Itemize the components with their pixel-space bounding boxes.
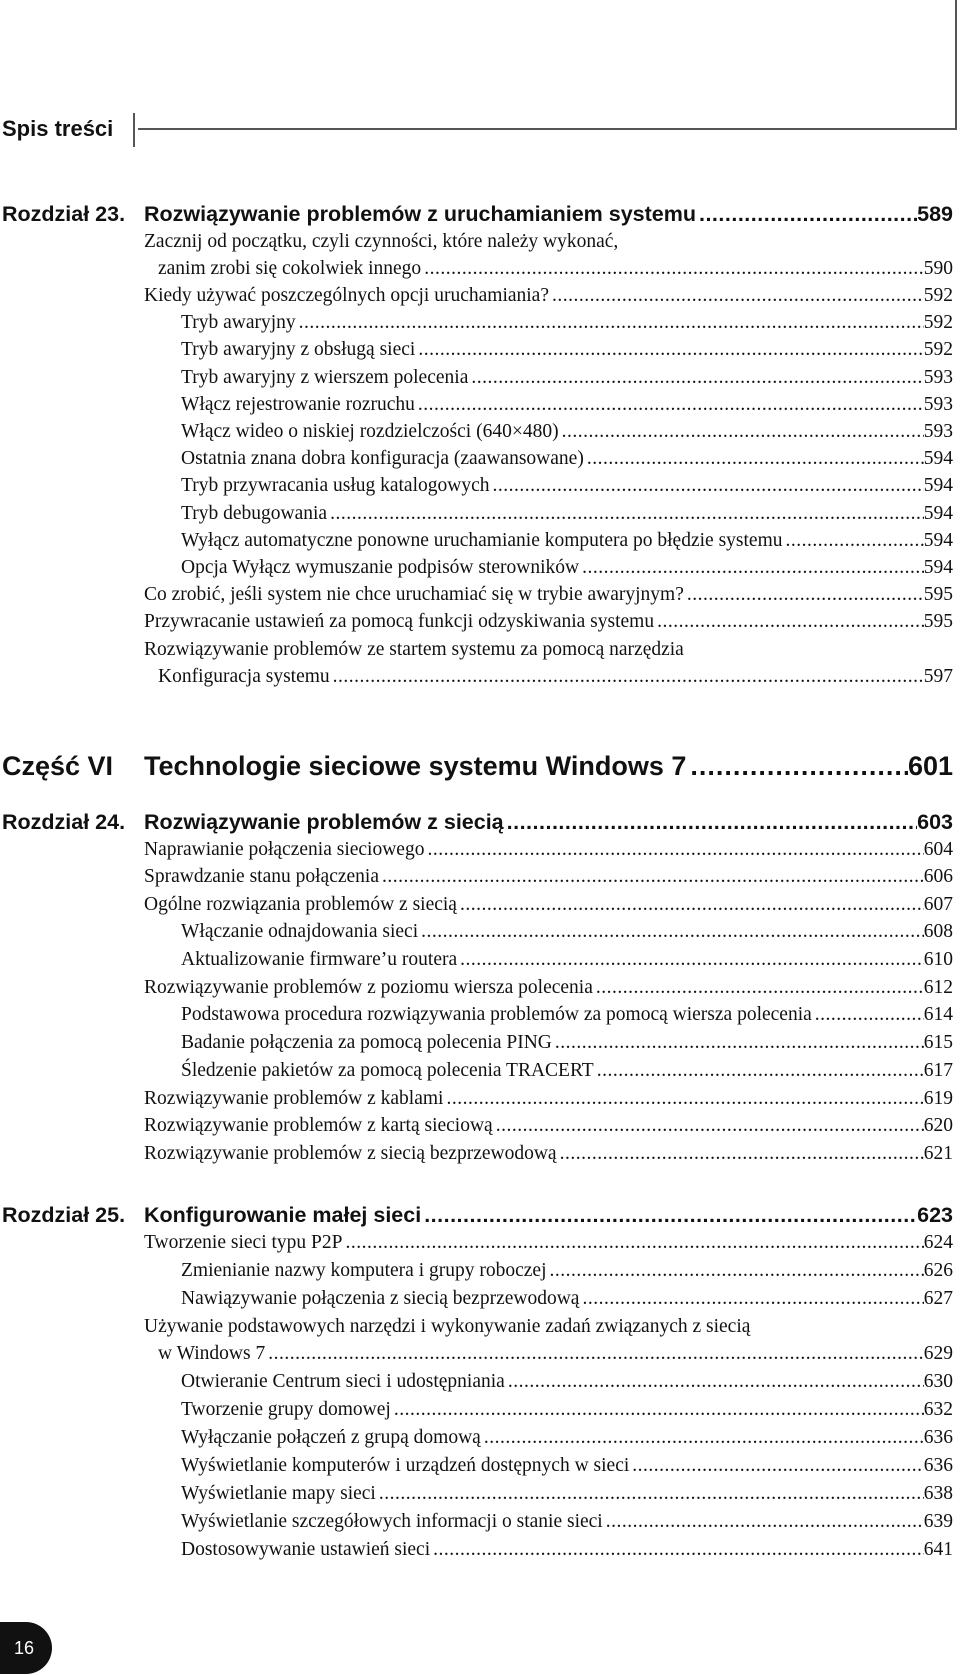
entry-title: Wyświetlanie mapy sieci [181,1483,376,1504]
entry-title: Tworzenie sieci typu P2P [144,1232,343,1253]
page-ref: 592 [923,339,953,360]
entry-title: Otwieranie Centrum sieci i udostępniania [181,1371,505,1392]
page-ref: 630 [923,1371,953,1392]
toc-entry[interactable] [0,891,960,919]
page-ref: 610 [923,949,953,970]
page-ref: 597 [923,666,953,687]
leader-dots [376,1480,924,1508]
toc-entry[interactable] [0,1452,960,1480]
toc-entry-line[interactable]: Używanie podstawowych narzędzi i wykonywanie zadań związanych z siecią [144,1316,751,1337]
header-rule [138,128,957,130]
page-ref: 617 [923,1060,953,1081]
entry-title: Tryb przywracania usług katalogowych [181,475,490,496]
toc-entry[interactable] [0,255,960,283]
page-ref: 593 [923,421,953,442]
leader-dots [296,309,924,337]
part-6-heading[interactable] [0,746,960,786]
leader-dots [549,282,924,310]
leader-dots [391,1396,924,1424]
entry-title: Sprawdzanie stanu połączenia [144,866,379,887]
entry-title: Dostosowywanie ustawień sieci [181,1539,431,1560]
entry-title: Rozwiązywanie problemów z kartą sieciową [144,1115,493,1136]
toc-entry-line[interactable]: Zacznij od początku, czyli czynności, które należy wykonać, [144,231,619,252]
leader-dots [415,391,924,419]
leader-dots [490,472,924,500]
toc-entry[interactable] [0,918,960,946]
entry-title: Śledzenie pakietów za pomocą polecenia TRACERT [181,1060,594,1081]
page-ref: 594 [923,503,953,524]
leader-dots [457,891,924,919]
page-ref: 593 [923,394,953,415]
page-ref: 603 [917,810,953,834]
leader-dots [654,608,924,636]
leader-dots [584,445,924,473]
part-number: Część VI [2,751,114,781]
chapter-title: Konfigurowanie małej sieci [144,1203,422,1227]
entry-title: Tryb awaryjny z wierszem polecenia [181,367,469,388]
toc-entry[interactable] [0,1057,960,1085]
leader-dots [629,1452,923,1480]
vertical-rule [955,0,957,128]
entry-title: Włączanie odnajdowania sieci [181,921,419,942]
entry-title: Wyłączanie połączeń z grupą domową [181,1427,481,1448]
leader-dots [430,1536,924,1564]
page-ref: 636 [923,1427,953,1448]
entry-title: Kiedy używać poszczególnych opcji uruchamiania? [144,285,549,306]
leader-dots [812,1001,924,1029]
chapter-25-heading[interactable] [0,1201,960,1229]
toc-entry[interactable] [0,554,960,582]
leader-dots [342,1229,923,1257]
toc-entry[interactable] [0,663,960,691]
chapter-number: Rozdział 23. [2,202,126,226]
page-ref: 592 [923,312,953,333]
toc-entry[interactable] [0,1536,960,1564]
page-ref: 614 [923,1004,953,1025]
entry-title: Rozwiązywanie problemów z poziomu wiersza polecenia [144,977,593,998]
leader-dots [421,1201,917,1229]
chapter-title: Rozwiązywanie problemów z siecią [144,810,504,834]
page-ref: 639 [923,1511,953,1532]
toc-entry[interactable] [0,1424,960,1452]
leader-dots [559,418,924,446]
entry-title: Ostatnia znana dobra konfiguracja (zaawansowane) [181,448,584,469]
leader-dots [330,663,924,691]
entry-title: Aktualizowanie firmware’u routera [181,949,458,970]
page-ref: 623 [917,1203,953,1227]
page-ref: 620 [923,1115,953,1136]
page-ref: 594 [923,448,953,469]
toc-entry[interactable] [0,608,960,636]
leader-dots [552,1029,924,1057]
leader-dots [443,1085,923,1113]
page-ref: 612 [923,977,953,998]
toc-entry[interactable] [0,1480,960,1508]
entry-title: Nawiązywanie połączenia z siecią bezprzewodową [181,1288,580,1309]
toc-entry[interactable] [0,1340,960,1368]
leader-dots [421,255,924,283]
toc-entry[interactable] [0,1229,960,1257]
page-ref: 641 [923,1539,953,1560]
page-number-badge [0,1622,52,1674]
toc-entry[interactable] [0,581,960,609]
entry-title: Wyświetlanie szczegółowych informacji o stanie sieci [181,1511,603,1532]
toc-entry[interactable] [0,445,960,473]
entry-title: Zmienianie nazwy komputera i grupy roboczej [181,1260,547,1281]
toc-entry[interactable] [0,527,960,555]
page-ref: 619 [923,1088,953,1109]
chapter-title: Rozwiązywanie problemów z uruchamianiem systemu [144,202,696,226]
toc-entry[interactable] [0,472,960,500]
leader-dots [327,500,924,528]
entry-title: Tryb awaryjny [181,312,296,333]
entry-title: Rozwiązywanie problemów z siecią bezprzewodową [144,1143,557,1164]
toc-entry-line[interactable]: Rozwiązywanie problemów ze startem systemu za pomocą narzędzia [144,639,684,660]
page-ref: 601 [907,751,953,781]
entry-title: Naprawianie połączenia sieciowego [144,839,425,860]
page-ref: 626 [923,1260,953,1281]
chapter-number: Rozdział 25. [2,1203,126,1227]
leader-dots [415,336,923,364]
leader-dots [493,1112,924,1140]
entry-title: Wyłącz automatyczne ponowne uruchamianie komputera po błędzie systemu [181,530,783,551]
toc-entry[interactable] [0,1140,960,1168]
page-ref: 592 [923,285,953,306]
page-ref: 607 [923,894,953,915]
toc-entry[interactable] [0,364,960,392]
page-title: Spis treści [2,116,114,141]
page-ref: 636 [923,1455,953,1476]
toc-entry[interactable] [0,974,960,1002]
leader-dots [424,836,923,864]
page-ref: 615 [923,1032,953,1053]
leader-dots [603,1508,924,1536]
chapter-number: Rozdział 24. [2,810,126,834]
leader-dots [505,1368,924,1396]
page-ref: 595 [923,611,953,632]
part-title: Technologie sieciowe systemu Windows 7 [144,751,687,781]
page-ref: 594 [923,475,953,496]
toc-entry[interactable] [0,1029,960,1057]
toc-entry[interactable] [0,418,960,446]
entry-title: Tryb debugowania [181,503,328,524]
chapter-23-heading[interactable] [0,200,960,228]
toc-entry[interactable] [0,1085,960,1113]
leader-dots [594,1057,924,1085]
page-ref: 606 [923,866,953,887]
leader-dots [579,1285,923,1313]
leader-dots [457,946,924,974]
toc-entry[interactable] [0,1285,960,1313]
toc-entry[interactable] [0,836,960,864]
entry-title: Wyświetlanie komputerów i urządzeń dostępnych w sieci [181,1455,630,1476]
page-ref: 604 [923,839,953,860]
leader-dots [696,200,917,228]
toc-entry[interactable] [0,1257,960,1285]
page-ref: 593 [923,367,953,388]
toc-entry[interactable] [0,1396,960,1424]
page-ref: 594 [923,530,953,551]
entry-title: Ogólne rozwiązania problemów z siecią [144,894,457,915]
toc-entry[interactable] [0,946,960,974]
entry-title: Tworzenie grupy domowej [181,1399,391,1420]
toc-entry[interactable] [0,1112,960,1140]
toc-entry[interactable] [0,863,960,891]
page-ref: 629 [923,1343,953,1364]
chapter-24-heading[interactable] [0,808,960,836]
entry-title: w Windows 7 [158,1343,266,1364]
entry-title: Opcja Wyłącz wymuszanie podpisów sterowników [181,557,580,578]
leader-dots [379,863,924,891]
toc-entry[interactable] [0,500,960,528]
entry-title: Tryb awaryjny z obsługą sieci [181,339,416,360]
page-ref: 590 [923,258,953,279]
leader-dots [782,527,923,555]
page-ref: 594 [923,557,953,578]
entry-title: Badanie połączenia za pomocą polecenia PING [181,1032,552,1053]
entry-title: Włącz rejestrowanie rozruchu [181,394,415,415]
toc-entry[interactable] [0,1368,960,1396]
page-ref: 624 [923,1232,953,1253]
toc-entry[interactable] [0,1001,960,1029]
page-ref: 632 [923,1399,953,1420]
leader-dots [468,364,923,392]
toc-entry[interactable] [0,1508,960,1536]
entry-title: Podstawowa procedura rozwiązywania problemów za pomocą wiersza polecenia [181,1004,812,1025]
entry-title: zanim zrobi się cokolwiek innego [158,258,422,279]
page-ref: 608 [923,921,953,942]
leader-dots [579,554,924,582]
toc-entry[interactable] [0,282,960,310]
entry-title: Konfiguracja systemu [158,666,330,687]
leader-dots [504,808,917,836]
leader-dots [684,581,924,609]
leader-dots [418,918,924,946]
toc-entry[interactable] [0,309,960,337]
page-ref: 638 [923,1483,953,1504]
entry-title: Włącz wideo o niskiej rozdzielczości (640×480) [181,421,559,442]
page-ref: 589 [917,202,953,226]
leader-dots [547,1257,924,1285]
page-number: 16 [14,1638,35,1658]
leader-dots [265,1340,924,1368]
page-ref: 595 [923,584,953,605]
leader-dots [481,1424,924,1452]
page-ref: 627 [923,1288,953,1309]
leader-dots [593,974,924,1002]
header-tick [133,113,135,147]
leader-dots [686,746,908,786]
toc-entry[interactable] [0,336,960,364]
entry-title: Przywracanie ustawień za pomocą funkcji odzyskiwania systemu [144,611,655,632]
leader-dots [557,1140,924,1168]
page-ref: 621 [923,1143,953,1164]
entry-title: Co zrobić, jeśli system nie chce uruchamiać się w trybie awaryjnym? [144,584,684,605]
toc-entry[interactable] [0,391,960,419]
entry-title: Rozwiązywanie problemów z kablami [144,1088,444,1109]
